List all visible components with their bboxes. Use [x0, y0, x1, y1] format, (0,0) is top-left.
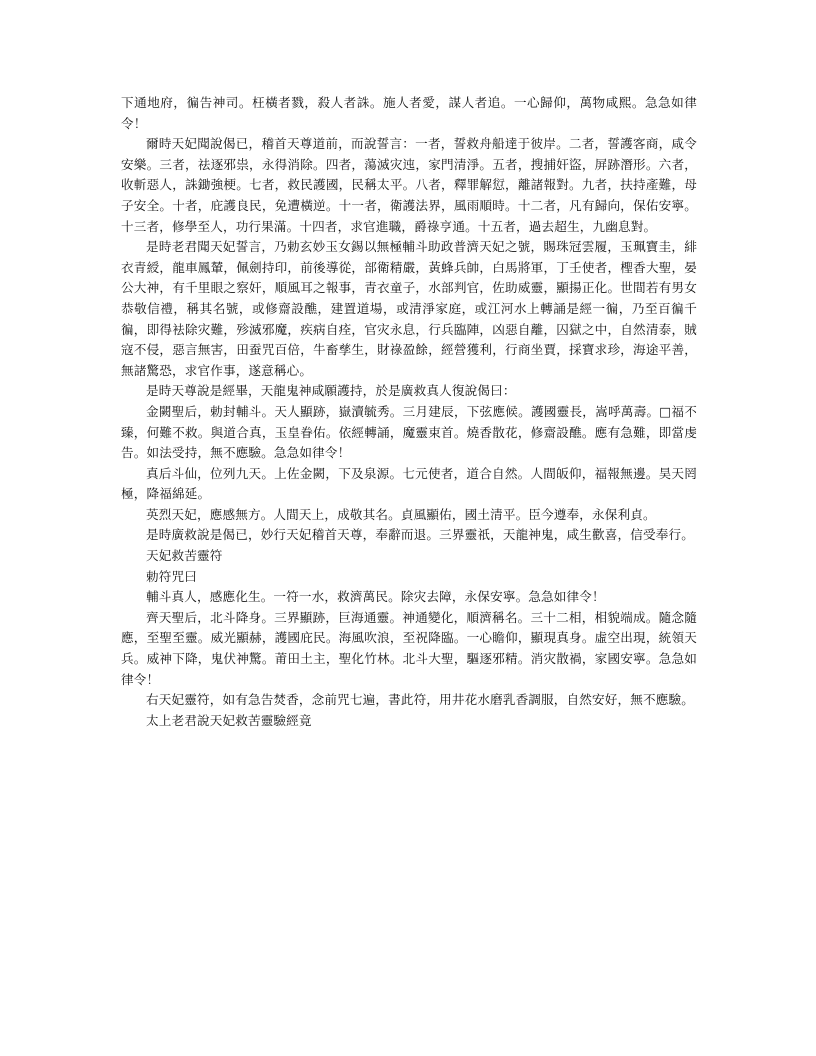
- incantation-paragraph: 輔斗真人，感應化生。一符一水，救濟萬民。除灾去障，永保安寧。急急如律令！: [146, 589, 605, 605]
- verse-paragraph: 英烈天妃，應感無方。人間天上，成敬其名。貞風顯佑，國土清平。臣今遵奉，永保利貞。: [146, 506, 656, 522]
- text-paragraph: 是時廣救說是偈已，妙行天妃稽首天尊，奉辭而退。三界靈祇，天龍神鬼，咸生歡喜，信受奉行。: [146, 527, 694, 543]
- verse-paragraph: 真后斗仙，位列九天。上佐金闕，下及泉源。七元使者，道合自然。人間皈仰，福報無邊。昊天罔極，降福綿延。: [121, 465, 697, 502]
- section-heading: 天妃救苦靈符: [146, 548, 223, 564]
- text-paragraph: 爾時天妃聞說偈已，稽首天尊道前，而說誓言：一者，誓救舟船達于彼岸。二者，誓護客商，咸令安樂。三者，祛逐邪祟，永得消除。四者，蕩滅灾迍，家門清淨。五者，搜捕奸盜，屏跡潛形。六者，收斬惡人，誅鋤強梗。七者，救民護國，民稱太平。八者，釋罪解愆，離諸報對。九者，扶持產難，母子安全。十者，庇護良民，免遭橫逆。十一者，衛護法界，風雨順時。十二者，凡有歸向，保佑安寧。十三者，修學至人，功行果滿。十四者，求官進職，爵祿亨通。十五者，過去超生，九幽息對。: [121, 136, 697, 234]
- text-paragraph: 是時天尊說是經畢，天龍鬼神咸願護持，於是廣救真人復說偈曰：: [146, 383, 516, 399]
- text-paragraph: 右天妃靈符，如有急告焚香，念前咒七遍，書此符，用井花水磨乳香調服，自然安好，無不應驗。: [146, 692, 694, 708]
- closing-line: 太上老君說天妃救苦靈驗經竟: [146, 712, 312, 728]
- verse-paragraph: 金闕聖后，勅封輔斗。天人顯跡，嶽瀆毓秀。三月建辰，下弦應候。護國靈長，嵩呼萬壽。□福不臻，何難不救。與道合真，玉皇眷佑。依經轉誦，魔靈束首。燒香散花，修齋設醮。應有急難，即當虔告。如法受持，無不應驗。急急如律令！: [121, 403, 697, 461]
- text-paragraph: 是時老君聞天妃誓言，乃勅玄妙玉女錫以無極輔斗助政普濟天妃之號，賜珠冠雲履，玉珮寶圭，緋衣青綬，龍車鳳輦，佩劍持印，前後導從，部衛精嚴，黃蜂兵帥，白馬將軍，丁壬使者，檉香大聖，晏公大神，有千里眼之察奸，順風耳之報事，青衣童子，水部判官，佐助威靈，顯揚正化。世間若有男女恭敬信禮，稱其名號，或修齋設醮，建置道場，或清淨家庭，或江河水上轉誦是經一徧，乃至百徧千徧，即得袪除灾難，殄滅邪魔，疾病自痊，官灾永息，行兵臨陣，凶惡自離，囚獄之中，自然清泰，賊寇不侵，惡言無害，田蚕咒百倍，牛畜孳生，財祿盈餘，經營獲利，行商坐賈，採寶求珍，海途平善，無諸驚恐，求官作事，遂意稱心。: [121, 239, 697, 378]
- incantation-paragraph: 齊天聖后，北斗降身。三界顯跡，巨海通靈。神通變化，順濟稱名。三十二相，相貌端成。隨念隨應，至聖至靈。威光顯赫，護國庇民。海風吹浪，至祝降臨。一心瞻仰，顯現真身。虛空出現，統領天兵。威神下降，鬼伏神驚。莆田土主，聖化竹林。北斗大聖，驅逐邪精。消灾散禍，家國安寧。急急如律令！: [121, 609, 697, 687]
- document-page: [121, 93, 697, 731]
- text-paragraph: 下通地府，徧告神司。枉橫者戮，殺人者誅。施人者愛，謀人者追。一心歸仰，萬物咸熙。急急如律令！: [121, 95, 697, 131]
- section-heading: 勅符咒曰: [146, 568, 197, 584]
